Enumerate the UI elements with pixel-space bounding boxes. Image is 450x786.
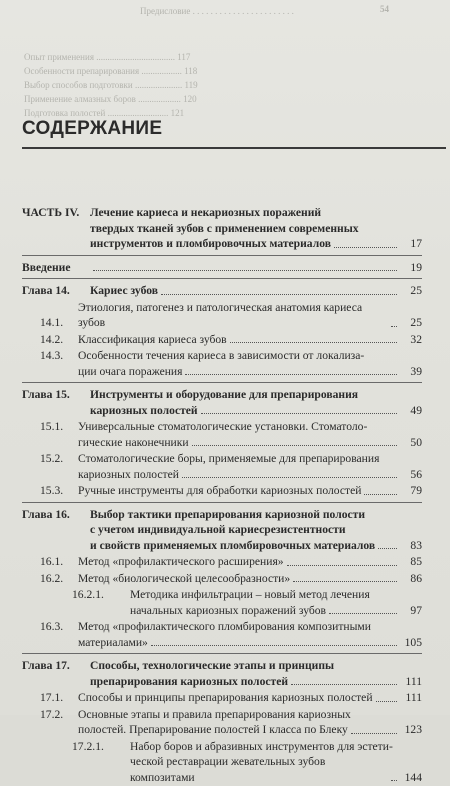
toc-entry-title: и свойств применяемых пломбировочных материалов [90,538,376,552]
page-number: 79 [410,484,422,497]
toc-entry-number: 14.2. [40,332,64,346]
toc-entry-title: Метод «профилактического пломбирования композитными [78,620,371,633]
toc-line [22,587,422,603]
toc-entry-title: с учетом индивидуальной кариесрезистентности [90,523,346,536]
dot-leader [151,645,397,646]
toc-entry-title: Методика инфильтрации – новый метод лечения [130,588,370,601]
toc-entry [22,658,422,689]
page-number: 17 [410,237,422,250]
toc-entry [22,205,422,252]
dot-leader [391,326,397,327]
dot-leader [329,613,397,614]
toc-entry [22,451,422,482]
table-of-contents [22,205,422,786]
toc-line [22,205,422,221]
dot-leader [161,294,397,295]
toc-entry [22,332,422,348]
page-number: 50 [410,435,422,449]
toc-line [22,435,422,451]
toc-entry-title: ческой реставрации жевательных зубов композитами [130,755,326,784]
toc-line [22,554,422,570]
toc-entry-number: 16.1. [40,555,64,568]
dot-leader [291,684,397,685]
toc-entry-title: Выбор тактики препарирования кариозной полости [90,507,366,521]
toc-line [22,403,422,419]
toc-entry-number: Введение [22,260,71,274]
toc-entry-title: Этиология, патогенез и патологическая анатомия кариеса зубов [78,300,363,329]
toc-entry-title: Способы, технологические этапы и принципы [90,659,335,672]
toc-entry-title: Набор боров и абразивных инструментов для эстети- [130,739,393,753]
dot-leader [378,548,397,549]
toc-line [22,387,422,403]
toc-line [22,507,422,523]
toc-entry-title: Способы и принципы препарирования кариозных полостей [78,691,373,704]
toc-entry-title: Стоматологические боры, применяемые для препарирования [78,452,380,465]
toc-line [22,739,422,755]
section-divider [22,653,422,654]
section-divider [22,382,422,383]
toc-entry-number: 16.2. [40,571,64,585]
page-number: 86 [410,571,422,585]
toc-line [22,722,422,738]
toc-entry [22,739,422,786]
page-number: 85 [410,555,422,568]
toc-entry [22,300,422,331]
dot-leader [201,413,397,414]
dot-leader [364,494,397,495]
toc-line [22,571,422,587]
toc-line [22,522,422,538]
page-number: 19 [410,260,422,274]
toc-entry-number: 15.1. [40,420,64,433]
dot-leader [182,477,397,478]
toc-entry-title: Лечение кариеса и некариозных поражений [90,206,322,219]
dot-leader [391,780,397,781]
toc-entry [22,283,422,299]
toc-entry-number: 17.1. [40,691,64,704]
section-divider [22,502,422,503]
toc-line [22,451,422,467]
toc-entry [22,690,422,706]
toc-entry-title: полостей. Препарирование полостей I класса по Блеку [78,723,348,736]
toc-entry-number: Глава 15. [22,388,70,401]
toc-entry [22,587,422,618]
dot-leader [293,581,397,582]
toc-entry [22,260,422,276]
toc-entry [22,507,422,554]
page-number: 25 [410,284,422,297]
toc-entry-title: ции очага поражения [78,364,183,378]
title-underline [22,147,446,149]
dot-leader [185,374,397,375]
toc-entry-number: 17.2. [40,707,64,721]
page-number: 25 [410,316,422,329]
toc-entry-title: гические наконечники [78,435,189,449]
page-number: 111 [405,691,422,704]
dot-leader [334,247,397,248]
toc-line [22,707,422,723]
toc-entry-title: Кариес зубов [90,284,158,297]
toc-line [22,483,422,499]
dot-leader [93,270,397,271]
toc-entry [22,707,422,738]
toc-line [22,467,422,483]
toc-entry-title: инструментов и пломбировочных материалов [90,237,331,250]
toc-entry-title: Основные этапы и правила препарирования кариозных [78,707,351,721]
toc-entry-number: Глава 17. [22,659,70,672]
page-number: 32 [410,332,422,346]
toc-entry [22,348,422,379]
toc-entry [22,619,422,650]
page-number: 105 [404,635,422,649]
toc-line [22,674,422,690]
toc-line [22,283,422,299]
toc-entry-number: 16.3. [40,620,64,633]
toc-line [22,754,422,785]
toc-entry [22,419,422,450]
toc-line [22,419,422,435]
section-divider [22,278,422,279]
toc-entry-title: Универсальные стоматологические установки. Стоматоло- [78,420,368,433]
toc-entry-number: 17.2.1. [72,739,104,753]
toc-entry-title: Метод «профилактического расширения» [78,555,284,568]
toc-entry [22,483,422,499]
page-number: 39 [410,364,422,378]
dot-leader [230,342,397,343]
toc-entry-number: 14.3. [40,349,64,362]
toc-line [22,635,422,651]
toc-entry-title: кариозных полостей [78,467,179,481]
toc-entry-number: 15.3. [40,484,64,497]
toc-entry-title: Классификация кариеса зубов [78,332,227,346]
toc-entry-number: Глава 14. [22,284,70,297]
toc-entry-title: материалами» [78,635,148,649]
toc-entry-number: 16.2.1. [72,588,104,601]
page-number: 123 [404,723,422,736]
toc-entry [22,554,422,570]
dot-leader [192,445,397,446]
toc-line [22,603,422,619]
toc-entry-title: твердых тканей зубов с применением современных [90,221,359,235]
toc-entry-title: Инструменты и оборудование для препарирования [90,388,359,401]
toc-line [22,619,422,635]
toc-line [22,538,422,554]
toc-line [22,236,422,252]
toc-line [22,348,422,364]
toc-entry-title: Особенности течения кариеса в зависимости от локализа- [78,349,365,362]
toc-entry-title: Ручные инструменты для обработки кариозных полостей [78,484,362,497]
page-number: 49 [410,403,422,417]
toc-line [22,364,422,380]
page-number: 97 [410,603,422,617]
page-number: 56 [410,467,422,481]
toc-entry-title: Метод «биологической целесообразности» [78,571,291,585]
toc-line [22,300,422,331]
page-number: 111 [405,674,422,688]
toc-line [22,658,422,674]
toc-entry-number: 14.1. [40,316,64,329]
toc-entry-number: 15.2. [40,452,64,465]
page-title: СОДЕРЖАНИЕ [22,118,163,139]
toc-line [22,690,422,706]
page-number: 83 [410,538,422,552]
toc-entry-number: ЧАСТЬ IV. [22,206,80,219]
toc-entry [22,571,422,587]
toc-line [22,332,422,348]
dot-leader [287,565,397,566]
toc-entry-title: кариозных полостей [90,403,198,417]
toc-entry [22,387,422,418]
toc-entry-title: начальных кариозных поражений зубов [130,603,327,617]
toc-line [22,221,422,237]
toc-entry-title: препарирования кариозных полостей [90,674,289,688]
toc-entry-number: Глава 16. [22,507,70,521]
toc-line [22,260,422,276]
bleed-through-text: Предисловие . . . . . . . . . . . . . . . . . . . . . . . 54 Опыт применения ................................... 117 Особенности препарирования .................. 118 Выбор способов подготовки ..................... 119 Применение алмазных боров ................... 120 Подготовка полостей ........................... 121 [24,4,389,118]
section-divider [22,255,422,256]
dot-leader [351,733,397,734]
dot-leader [376,701,397,702]
page-number: 144 [404,770,422,784]
